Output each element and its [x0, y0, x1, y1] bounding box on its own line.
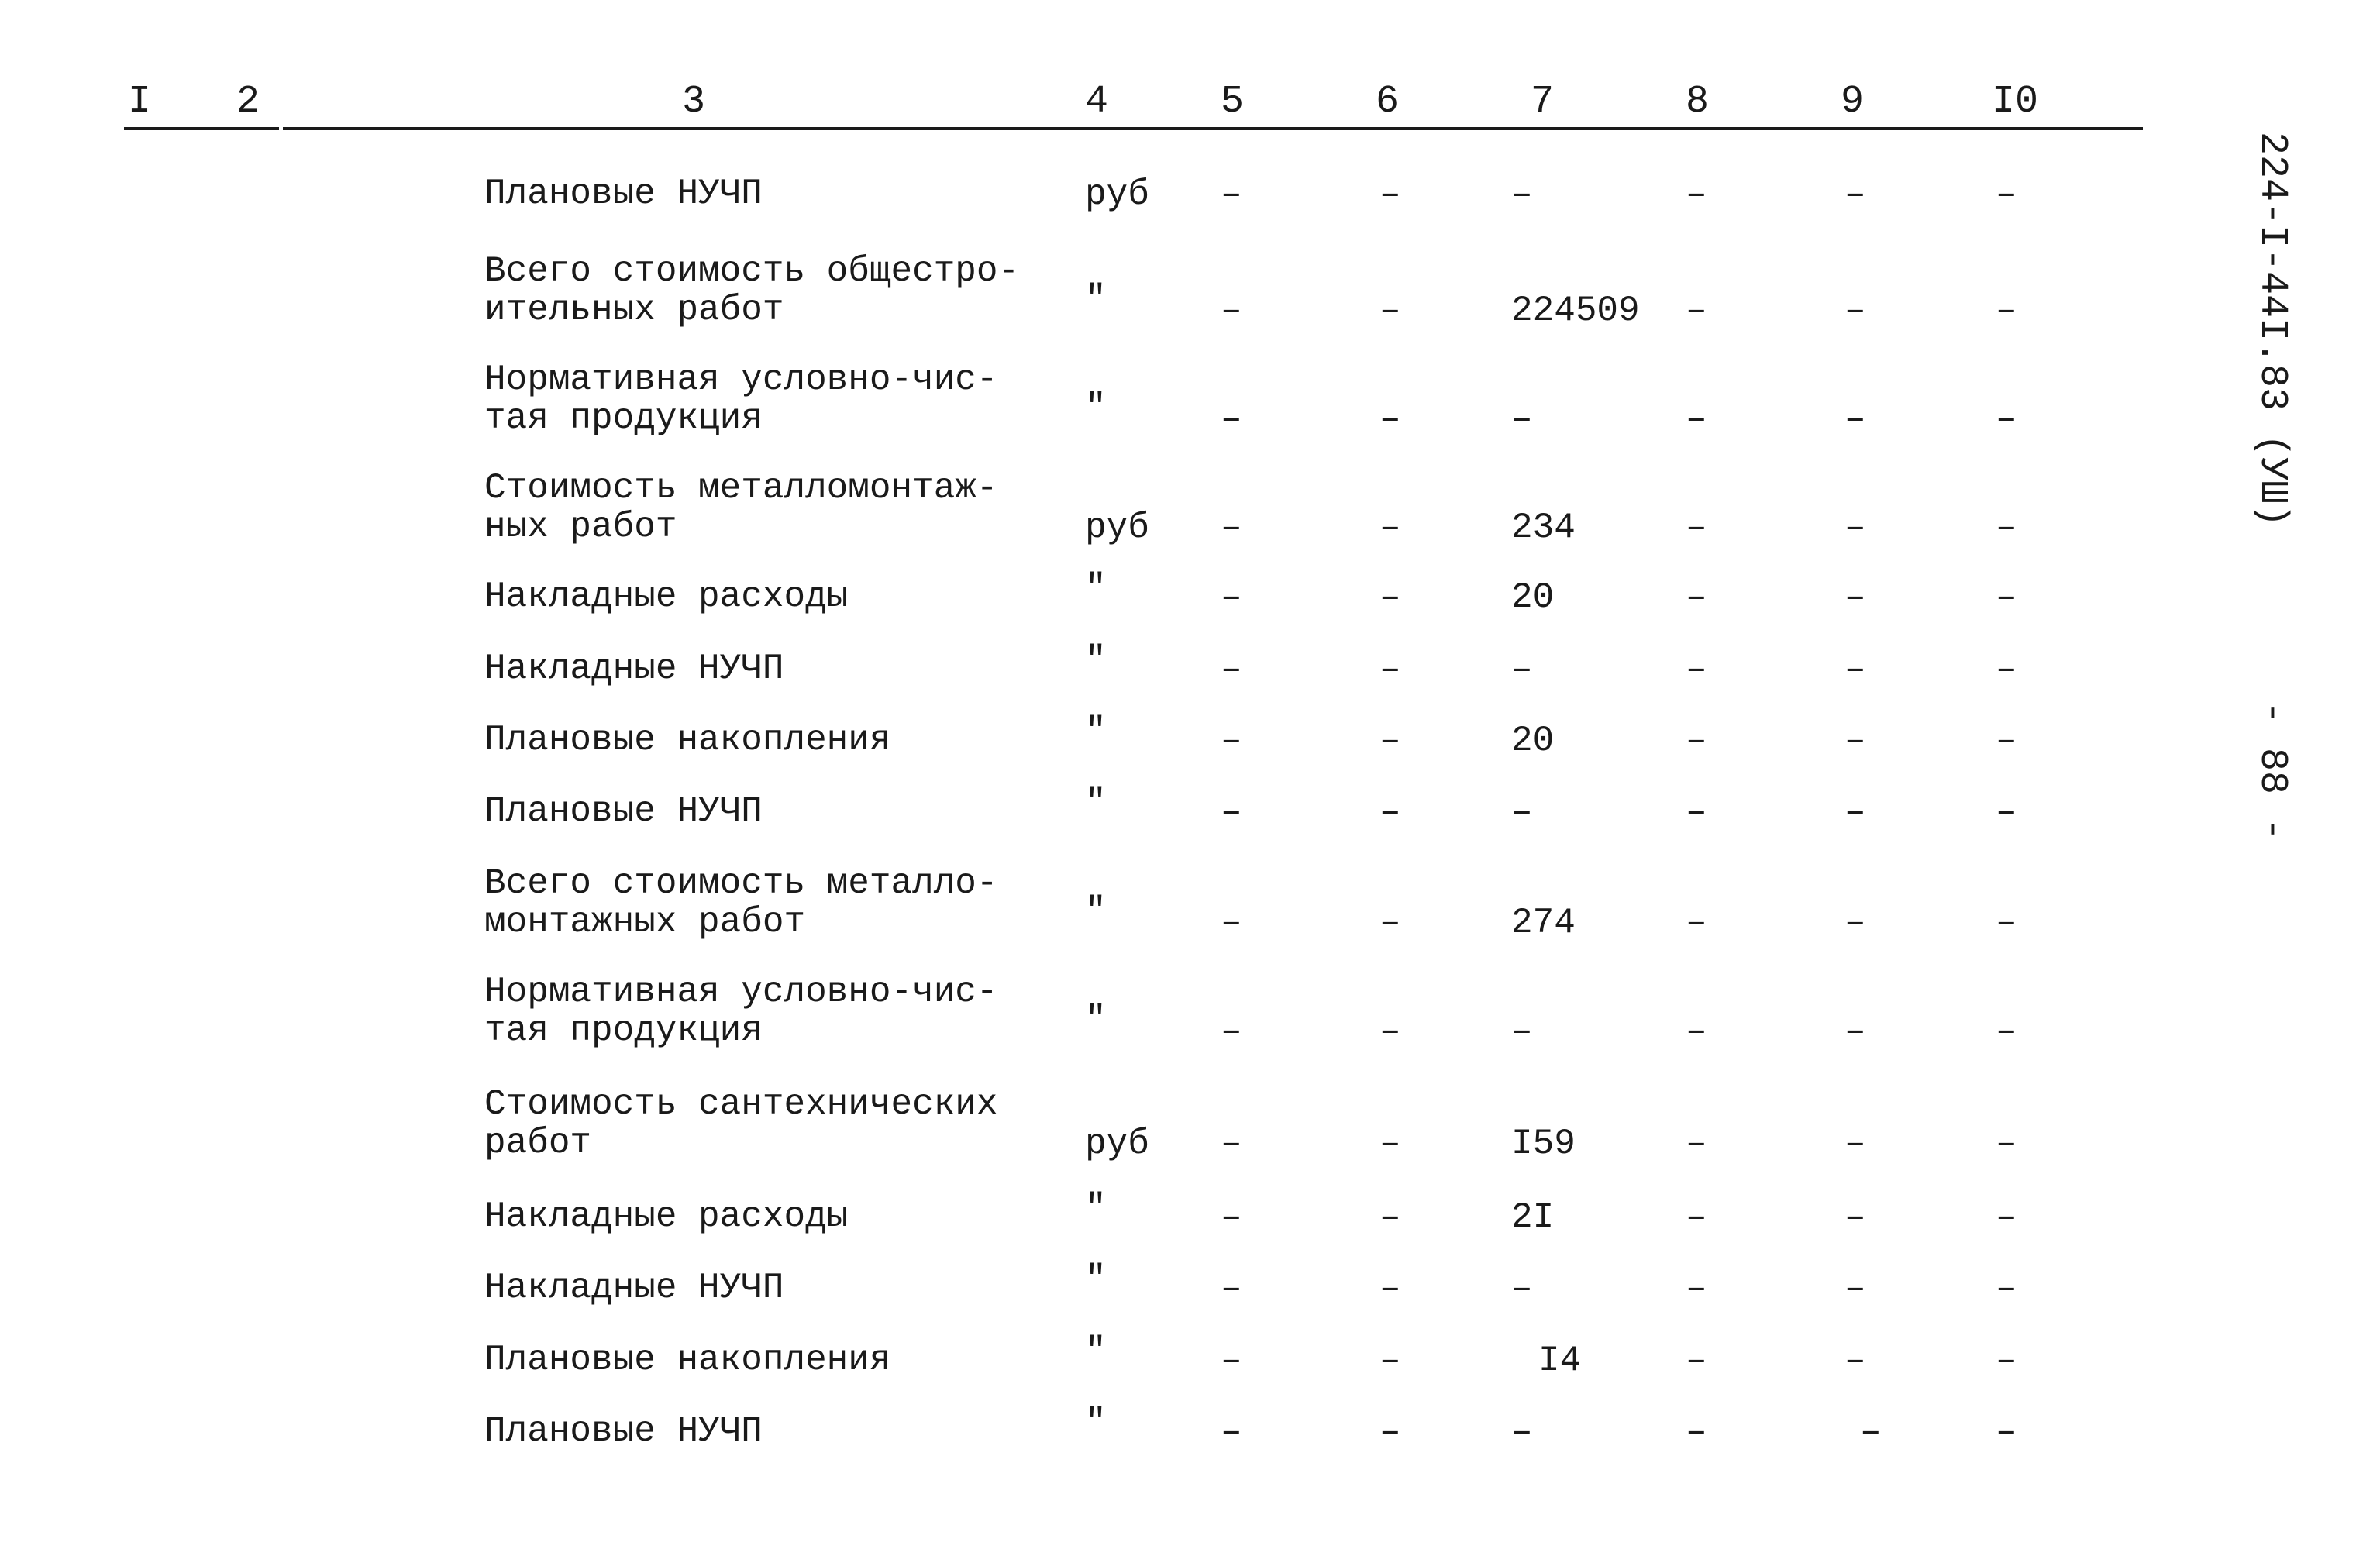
row-col7: –	[1511, 1412, 1533, 1452]
row-unit: "	[1085, 279, 1107, 319]
row-col6: –	[1379, 721, 1401, 761]
row-col9: –	[1860, 1412, 1882, 1452]
row-col7: –	[1511, 399, 1533, 439]
row-col8: –	[1686, 792, 1707, 832]
row-col5: –	[1221, 649, 1242, 690]
row-col7: 20	[1511, 721, 1555, 761]
row-unit: "	[1085, 783, 1107, 823]
row-label: Стоимость сантехнических работ	[484, 1084, 998, 1163]
col-header-5: 5	[1221, 80, 1245, 124]
row-col10: –	[1996, 291, 2017, 331]
row-label: Накладные расходы	[484, 1196, 849, 1237]
row-col5: –	[1221, 1412, 1242, 1452]
row-col9: –	[1844, 174, 1866, 215]
row-unit: руб	[1085, 174, 1149, 215]
row-col7: 234	[1511, 508, 1576, 548]
row-col8: –	[1686, 1412, 1707, 1452]
row-col10: –	[1996, 1011, 2017, 1052]
row-col10: –	[1996, 1124, 2017, 1164]
row-col10: –	[1996, 174, 2017, 215]
row-unit: "	[1085, 1000, 1107, 1040]
document-code: 224-I-44I.83 (УШ)	[2250, 132, 2294, 528]
row-col10: –	[1996, 399, 2017, 439]
col-header-1: I	[128, 80, 152, 124]
row-label: Плановые НУЧП	[484, 1411, 763, 1451]
row-col5: –	[1221, 508, 1242, 548]
row-col8: –	[1686, 291, 1707, 331]
row-col8: –	[1686, 577, 1707, 618]
row-unit: "	[1085, 387, 1107, 428]
col-header-10: I0	[1992, 80, 2039, 124]
row-label: Плановые накопления	[484, 720, 891, 760]
row-col8: –	[1686, 174, 1707, 215]
row-col6: –	[1379, 1412, 1401, 1452]
row-col5: –	[1221, 1124, 1242, 1164]
row-col10: –	[1996, 577, 2017, 618]
row-col10: –	[1996, 508, 2017, 548]
row-col6: –	[1379, 577, 1401, 618]
row-col6: –	[1379, 1269, 1401, 1309]
row-label: Стоимость металломонтаж- ных работ	[484, 468, 998, 547]
row-unit: "	[1085, 711, 1107, 752]
row-unit: "	[1085, 640, 1107, 680]
row-col7: –	[1511, 792, 1533, 832]
row-col9: –	[1844, 508, 1866, 548]
row-col5: –	[1221, 577, 1242, 618]
page-number: - 88 -	[2250, 701, 2294, 842]
row-unit: "	[1085, 1259, 1107, 1300]
col-header-9: 9	[1841, 80, 1865, 124]
row-col9: –	[1844, 1341, 1866, 1381]
row-col6: –	[1379, 1124, 1401, 1164]
row-col8: –	[1686, 1341, 1707, 1381]
row-col5: –	[1221, 291, 1242, 331]
col-header-7: 7	[1531, 80, 1555, 124]
row-label: Плановые накопления	[484, 1340, 891, 1380]
row-col5: –	[1221, 1011, 1242, 1052]
row-label: Всего стоимость металло- монтажных работ	[484, 863, 998, 942]
row-col9: –	[1844, 721, 1866, 761]
row-col8: –	[1686, 649, 1707, 690]
row-unit: "	[1085, 1331, 1107, 1372]
row-col5: –	[1221, 1341, 1242, 1381]
row-col6: –	[1379, 399, 1401, 439]
row-col9: –	[1844, 291, 1866, 331]
row-col6: –	[1379, 508, 1401, 548]
row-col7: 224509	[1511, 291, 1640, 331]
row-col10: –	[1996, 649, 2017, 690]
row-col8: –	[1686, 1269, 1707, 1309]
row-col10: –	[1996, 1341, 2017, 1381]
col-header-2: 2	[236, 80, 260, 124]
row-col10: –	[1996, 792, 2017, 832]
row-unit: руб	[1085, 508, 1149, 548]
row-col6: –	[1379, 1197, 1401, 1238]
row-col7: I59	[1511, 1124, 1576, 1164]
row-label: Плановые НУЧП	[484, 174, 763, 214]
row-col9: –	[1844, 1124, 1866, 1164]
row-unit: "	[1085, 568, 1107, 608]
row-col8: –	[1686, 903, 1707, 943]
row-col7: 20	[1511, 577, 1555, 618]
header-rule-main	[283, 127, 2143, 130]
header-rule-left	[124, 127, 279, 130]
col-header-8: 8	[1686, 80, 1710, 124]
row-col6: –	[1379, 649, 1401, 690]
row-col6: –	[1379, 792, 1401, 832]
row-col6: –	[1379, 1341, 1401, 1381]
row-col7: –	[1511, 1011, 1533, 1052]
row-col10: –	[1996, 1197, 2017, 1238]
row-label: Накладные НУЧП	[484, 649, 784, 689]
row-col7: 274	[1511, 903, 1576, 943]
row-col9: –	[1844, 1011, 1866, 1052]
row-col9: –	[1844, 577, 1866, 618]
row-col5: –	[1221, 399, 1242, 439]
row-unit: "	[1085, 1188, 1107, 1228]
row-col6: –	[1379, 291, 1401, 331]
row-col7: –	[1511, 649, 1533, 690]
row-col10: –	[1996, 1412, 2017, 1452]
row-col5: –	[1221, 792, 1242, 832]
row-col6: –	[1379, 1011, 1401, 1052]
col-header-4: 4	[1085, 80, 1109, 124]
row-col9: –	[1844, 649, 1866, 690]
row-col5: –	[1221, 721, 1242, 761]
row-col6: –	[1379, 174, 1401, 215]
row-col9: –	[1844, 903, 1866, 943]
row-col8: –	[1686, 1197, 1707, 1238]
row-unit: "	[1085, 1403, 1107, 1443]
row-col7: –	[1511, 174, 1533, 215]
row-label: Нормативная условно-чис- тая продукция	[484, 972, 998, 1051]
row-col10: –	[1996, 721, 2017, 761]
row-col8: –	[1686, 721, 1707, 761]
row-label: Плановые НУЧП	[484, 791, 763, 831]
row-col9: –	[1844, 792, 1866, 832]
row-col7: 2I	[1511, 1197, 1555, 1238]
row-col5: –	[1221, 1197, 1242, 1238]
row-col10: –	[1996, 903, 2017, 943]
row-label: Накладные НУЧП	[484, 1268, 784, 1308]
row-col7: I4	[1538, 1341, 1582, 1381]
row-col9: –	[1844, 1269, 1866, 1309]
row-label: Нормативная условно-чис- тая продукция	[484, 360, 998, 439]
col-header-3: 3	[682, 80, 706, 124]
row-label: Накладные расходы	[484, 577, 849, 617]
row-col7: –	[1511, 1269, 1533, 1309]
row-label: Всего стоимость общестро- ительных работ	[484, 251, 1020, 330]
row-col10: –	[1996, 1269, 2017, 1309]
row-col5: –	[1221, 903, 1242, 943]
row-col8: –	[1686, 1124, 1707, 1164]
row-col5: –	[1221, 174, 1242, 215]
row-unit: "	[1085, 891, 1107, 931]
row-col9: –	[1844, 399, 1866, 439]
row-col8: –	[1686, 508, 1707, 548]
col-header-6: 6	[1376, 80, 1400, 124]
row-col6: –	[1379, 903, 1401, 943]
row-col5: –	[1221, 1269, 1242, 1309]
row-col8: –	[1686, 1011, 1707, 1052]
row-col9: –	[1844, 1197, 1866, 1238]
row-unit: руб	[1085, 1124, 1149, 1164]
row-col8: –	[1686, 399, 1707, 439]
